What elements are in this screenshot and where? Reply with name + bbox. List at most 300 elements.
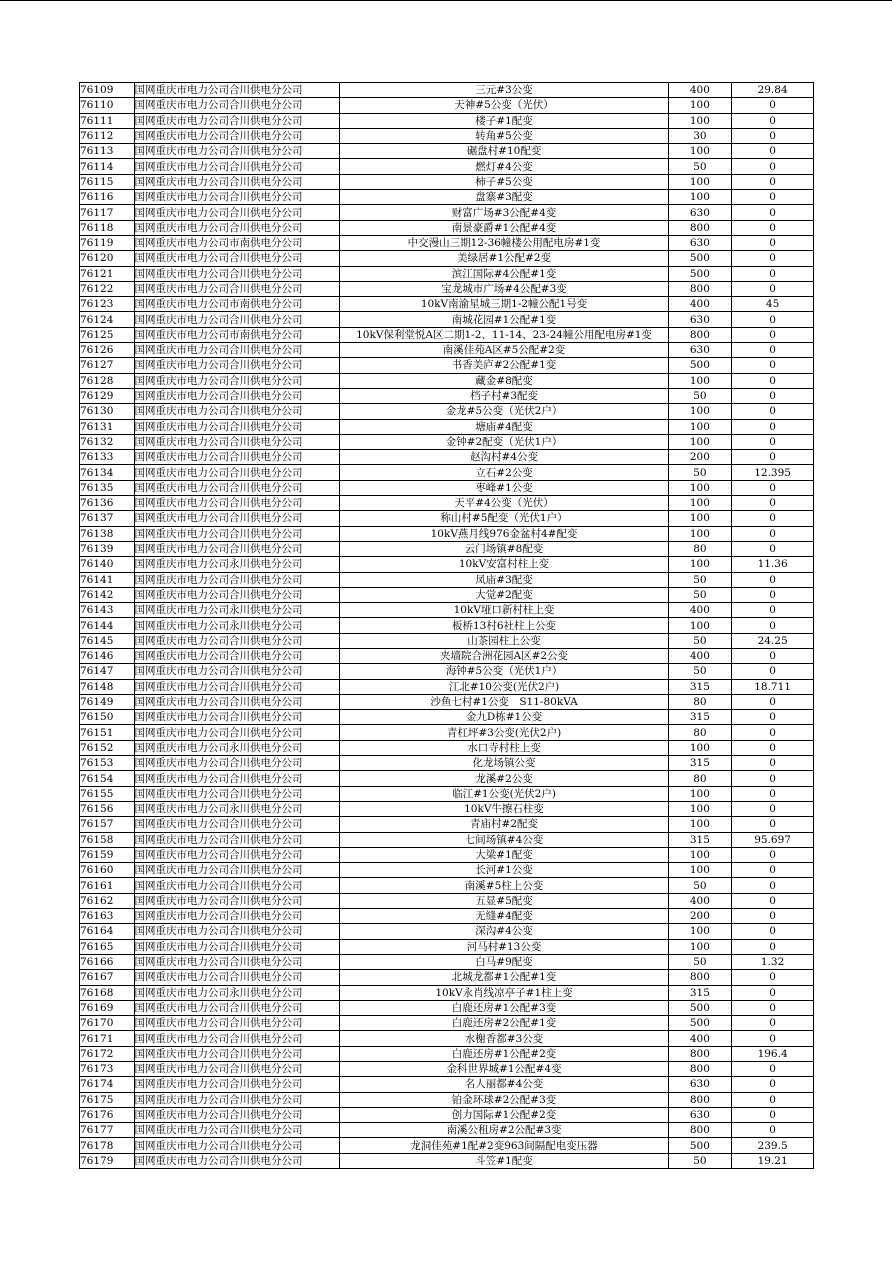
table-row: [80, 83, 814, 98]
capacity-cell: 100: [668, 480, 732, 495]
org-cell: 国网重庆市电力公司合川供电分公司: [134, 526, 340, 541]
value-cell: 0: [732, 648, 814, 663]
transformer-name-cell: 档子村#3配变: [340, 388, 668, 403]
table-row: [80, 985, 814, 1000]
row-id-cell: 76166: [80, 954, 135, 969]
transformer-name-cell: 五显#5配变: [340, 893, 668, 908]
org-cell: 国网重庆市电力公司合川供电分公司: [134, 404, 340, 419]
table-row: [80, 266, 814, 281]
capacity-cell: 630: [668, 1077, 732, 1092]
table-row: [80, 1138, 814, 1153]
value-cell: 0: [732, 878, 814, 893]
value-cell: 0: [732, 694, 814, 709]
transformer-name-cell: 云门场镇#8配变: [340, 541, 668, 556]
table-row: [80, 1092, 814, 1107]
table-row: [80, 954, 814, 969]
capacity-cell: 100: [668, 924, 732, 939]
row-id-cell: 76129: [80, 388, 135, 403]
org-cell: 国网重庆市电力公司合川供电分公司: [134, 83, 340, 98]
table-row: [80, 235, 814, 250]
table-row: [80, 312, 814, 327]
row-id-cell: 76125: [80, 327, 135, 342]
org-cell: 国网重庆市电力公司市南供电分公司: [134, 235, 340, 250]
transformer-name-cell: 海钟#5公变（光伏1户）: [340, 664, 668, 679]
capacity-cell: 100: [668, 434, 732, 449]
transformer-name-cell: 长河#1公变: [340, 863, 668, 878]
transformer-name-cell: 美绿居#1公配#2变: [340, 251, 668, 266]
capacity-cell: 80: [668, 725, 732, 740]
transformer-name-cell: 枣峰#1公变: [340, 480, 668, 495]
value-cell: 0: [732, 113, 814, 128]
row-id-cell: 76139: [80, 541, 135, 556]
org-cell: 国网重庆市电力公司永川供电分公司: [134, 557, 340, 572]
table-row: [80, 756, 814, 771]
value-cell: 0: [732, 480, 814, 495]
capacity-cell: 200: [668, 909, 732, 924]
row-id-cell: 76130: [80, 404, 135, 419]
transformer-name-cell: 燃灯#4公变: [340, 159, 668, 174]
table-row: [80, 832, 814, 847]
transformer-name-cell: 赵沟村#4公变: [340, 450, 668, 465]
row-id-cell: 76175: [80, 1092, 135, 1107]
org-cell: 国网重庆市电力公司合川供电分公司: [134, 190, 340, 205]
transformer-name-cell: 斗笠#1配变: [340, 1153, 668, 1168]
value-cell: 0: [732, 511, 814, 526]
table-row: [80, 694, 814, 709]
table-row: [80, 343, 814, 358]
org-cell: 国网重庆市电力公司合川供电分公司: [134, 771, 340, 786]
transformer-name-cell: 碾盘村#10配变: [340, 144, 668, 159]
value-cell: 0: [732, 541, 814, 556]
org-cell: 国网重庆市电力公司合川供电分公司: [134, 587, 340, 602]
table-row: [80, 1153, 814, 1168]
org-cell: 国网重庆市电力公司合川供电分公司: [134, 1031, 340, 1046]
row-id-cell: 76158: [80, 832, 135, 847]
capacity-cell: 200: [668, 450, 732, 465]
row-id-cell: 76172: [80, 1046, 135, 1061]
value-cell: 0: [732, 235, 814, 250]
capacity-cell: 100: [668, 939, 732, 954]
row-id-cell: 76167: [80, 970, 135, 985]
row-id-cell: 76177: [80, 1123, 135, 1138]
org-cell: 国网重庆市电力公司合川供电分公司: [134, 786, 340, 801]
table-row: [80, 924, 814, 939]
value-cell: 0: [732, 710, 814, 725]
row-id-cell: 76131: [80, 419, 135, 434]
capacity-cell: 50: [668, 572, 732, 587]
transformer-name-cell: 南溪公租房#2公配#3变: [340, 1123, 668, 1138]
transformer-name-cell: 七间场镇#4公变: [340, 832, 668, 847]
row-id-cell: 76117: [80, 205, 135, 220]
table-row: [80, 878, 814, 893]
value-cell: 0: [732, 909, 814, 924]
table-row: [80, 1077, 814, 1092]
row-id-cell: 76136: [80, 496, 135, 511]
row-id-cell: 76124: [80, 312, 135, 327]
value-cell: 0: [732, 496, 814, 511]
transformer-name-cell: 10kV保利堂悦A区二期1-2、11-14、23-24幢公用配电房#1变: [340, 327, 668, 342]
transformer-name-cell: 临江#1公变(光伏2户): [340, 786, 668, 801]
capacity-cell: 500: [668, 1016, 732, 1031]
org-cell: 国网重庆市电力公司永川供电分公司: [134, 618, 340, 633]
transformer-name-cell: 天神#5公变（光伏）: [340, 98, 668, 113]
value-cell: 0: [732, 664, 814, 679]
transformer-name-cell: 金钟#2配变（光伏1户）: [340, 434, 668, 449]
table-row: [80, 450, 814, 465]
org-cell: 国网重庆市电力公司合川供电分公司: [134, 205, 340, 220]
value-cell: 0: [732, 771, 814, 786]
transformer-name-cell: 10kV垭口新村柱上变: [340, 603, 668, 618]
transformer-name-cell: 南溪佳苑A区#5公配#2变: [340, 343, 668, 358]
row-id-cell: 76142: [80, 587, 135, 602]
value-cell: 0: [732, 756, 814, 771]
capacity-cell: 100: [668, 419, 732, 434]
capacity-cell: 400: [668, 83, 732, 98]
capacity-cell: 50: [668, 388, 732, 403]
row-id-cell: 76126: [80, 343, 135, 358]
table-row: [80, 1000, 814, 1015]
row-id-cell: 76120: [80, 251, 135, 266]
org-cell: 国网重庆市电力公司永川供电分公司: [134, 801, 340, 816]
capacity-cell: 800: [668, 1092, 732, 1107]
transformer-name-cell: 水榭香都#3公变: [340, 1031, 668, 1046]
transformer-name-cell: 藏金#8配变: [340, 373, 668, 388]
table-row: [80, 404, 814, 419]
value-cell: 0: [732, 725, 814, 740]
value-cell: 0: [732, 801, 814, 816]
transformer-name-cell: 白马#9配变: [340, 954, 668, 969]
transformer-name-cell: 白鹿还房#1公配#3变: [340, 1000, 668, 1015]
transformer-name-cell: 北城龙都#1公配#1变: [340, 970, 668, 985]
transformer-name-cell: 盘寨#3配变: [340, 190, 668, 205]
org-cell: 国网重庆市电力公司合川供电分公司: [134, 174, 340, 189]
table-row: [80, 251, 814, 266]
value-cell: 0: [732, 343, 814, 358]
transformer-name-cell: 10kV燕月线976金盆村4#配变: [340, 526, 668, 541]
transformer-name-cell: 塘庙#4配变: [340, 419, 668, 434]
row-id-cell: 76144: [80, 618, 135, 633]
transformer-name-cell: 铂金环球#2公配#3变: [340, 1092, 668, 1107]
capacity-cell: 400: [668, 1031, 732, 1046]
value-cell: 0: [732, 251, 814, 266]
value-cell: 0: [732, 190, 814, 205]
value-cell: 18.711: [732, 679, 814, 694]
org-cell: 国网重庆市电力公司合川供电分公司: [134, 679, 340, 694]
transformer-name-cell: 山茶园柱上公变: [340, 633, 668, 648]
org-cell: 国网重庆市电力公司合川供电分公司: [134, 863, 340, 878]
row-id-cell: 76114: [80, 159, 135, 174]
capacity-cell: 800: [668, 220, 732, 235]
row-id-cell: 76156: [80, 801, 135, 816]
org-cell: 国网重庆市电力公司合川供电分公司: [134, 648, 340, 663]
row-id-cell: 76151: [80, 725, 135, 740]
org-cell: 国网重庆市电力公司永川供电分公司: [134, 603, 340, 618]
value-cell: 0: [732, 924, 814, 939]
value-cell: 0: [732, 144, 814, 159]
capacity-cell: 100: [668, 526, 732, 541]
org-cell: 国网重庆市电力公司合川供电分公司: [134, 893, 340, 908]
transformer-name-cell: 10kV南渝星城三期1-2幢公配1号变: [340, 297, 668, 312]
table-row: [80, 174, 814, 189]
transformer-name-cell: 宝龙城市广场#4公配#3变: [340, 281, 668, 296]
row-id-cell: 76164: [80, 924, 135, 939]
value-cell: 196.4: [732, 1046, 814, 1061]
org-cell: 国网重庆市电力公司合川供电分公司: [134, 847, 340, 862]
row-id-cell: 76161: [80, 878, 135, 893]
transformer-name-cell: 青庙村#2配变: [340, 817, 668, 832]
transformer-name-cell: 转角#5公变: [340, 128, 668, 143]
row-id-cell: 76134: [80, 465, 135, 480]
table-row: [80, 205, 814, 220]
value-cell: 0: [732, 572, 814, 587]
capacity-cell: 50: [668, 1153, 732, 1168]
capacity-cell: 30: [668, 128, 732, 143]
transformer-name-cell: 天平#4公变（光伏）: [340, 496, 668, 511]
value-cell: 0: [732, 587, 814, 602]
transformer-name-cell: 滨江国际#4公配#1变: [340, 266, 668, 281]
org-cell: 国网重庆市电力公司合川供电分公司: [134, 358, 340, 373]
value-cell: 0: [732, 1000, 814, 1015]
value-cell: 0: [732, 1092, 814, 1107]
table-row: [80, 893, 814, 908]
transformer-name-cell: 称山村#5配变（光伏1户）: [340, 511, 668, 526]
table-row: [80, 465, 814, 480]
value-cell: 0: [732, 419, 814, 434]
table-row: [80, 664, 814, 679]
value-cell: 0: [732, 434, 814, 449]
table-row: [80, 419, 814, 434]
capacity-cell: 500: [668, 1000, 732, 1015]
row-id-cell: 76110: [80, 98, 135, 113]
table-row: [80, 679, 814, 694]
data-table: [79, 82, 814, 1169]
capacity-cell: 50: [668, 664, 732, 679]
row-id-cell: 76140: [80, 557, 135, 572]
value-cell: 0: [732, 205, 814, 220]
org-cell: 国网重庆市电力公司合川供电分公司: [134, 480, 340, 495]
org-cell: 国网重庆市电力公司合川供电分公司: [134, 373, 340, 388]
table-row: [80, 909, 814, 924]
row-id-cell: 76150: [80, 710, 135, 725]
capacity-cell: 50: [668, 159, 732, 174]
table-row: [80, 970, 814, 985]
transformer-name-cell: 夹墙院合洲花园A区#2公变: [340, 648, 668, 663]
capacity-cell: 500: [668, 266, 732, 281]
capacity-cell: 500: [668, 1138, 732, 1153]
capacity-cell: 100: [668, 847, 732, 862]
capacity-cell: 100: [668, 98, 732, 113]
table-row: [80, 557, 814, 572]
org-cell: 国网重庆市电力公司合川供电分公司: [134, 450, 340, 465]
capacity-cell: 630: [668, 1107, 732, 1122]
capacity-cell: 100: [668, 404, 732, 419]
transformer-name-cell: 南溪#5柱上公变: [340, 878, 668, 893]
transformer-name-cell: 南景豪爵#1公配#4变: [340, 220, 668, 235]
capacity-cell: 100: [668, 740, 732, 755]
org-cell: 国网重庆市电力公司合川供电分公司: [134, 710, 340, 725]
row-id-cell: 76165: [80, 939, 135, 954]
capacity-cell: 800: [668, 1062, 732, 1077]
capacity-cell: 315: [668, 985, 732, 1000]
table-row: [80, 1062, 814, 1077]
value-cell: 0: [732, 98, 814, 113]
capacity-cell: 80: [668, 694, 732, 709]
capacity-cell: 100: [668, 190, 732, 205]
capacity-cell: 100: [668, 557, 732, 572]
transformer-name-cell: 名人丽都#4公变: [340, 1077, 668, 1092]
transformer-name-cell: 10kV安富村柱上变: [340, 557, 668, 572]
transformer-name-cell: 三元#3公变: [340, 83, 668, 98]
table-row: [80, 618, 814, 633]
org-cell: 国网重庆市电力公司合川供电分公司: [134, 1123, 340, 1138]
org-cell: 国网重庆市电力公司合川供电分公司: [134, 98, 340, 113]
org-cell: 国网重庆市电力公司合川供电分公司: [134, 144, 340, 159]
row-id-cell: 76149: [80, 694, 135, 709]
capacity-cell: 100: [668, 863, 732, 878]
transformer-name-cell: 财富广场#3公配#4变: [340, 205, 668, 220]
transformer-name-cell: 沙鱼七村#1公变 S11-80kVA: [340, 694, 668, 709]
value-cell: 0: [732, 786, 814, 801]
org-cell: 国网重庆市电力公司合川供电分公司: [134, 312, 340, 327]
value-cell: 0: [732, 1062, 814, 1077]
org-cell: 国网重庆市电力公司合川供电分公司: [134, 343, 340, 358]
transformer-name-cell: 水口寺村柱上变: [340, 740, 668, 755]
table-row: [80, 603, 814, 618]
table-row: [80, 159, 814, 174]
org-cell: 国网重庆市电力公司市南供电分公司: [134, 327, 340, 342]
row-id-cell: 76153: [80, 756, 135, 771]
org-cell: 国网重庆市电力公司合川供电分公司: [134, 939, 340, 954]
capacity-cell: 800: [668, 327, 732, 342]
value-cell: 0: [732, 939, 814, 954]
org-cell: 国网重庆市电力公司永川供电分公司: [134, 985, 340, 1000]
transformer-name-cell: 楼子#1配变: [340, 113, 668, 128]
row-id-cell: 76111: [80, 113, 135, 128]
org-cell: 国网重庆市电力公司合川供电分公司: [134, 220, 340, 235]
org-cell: 国网重庆市电力公司合川供电分公司: [134, 1107, 340, 1122]
capacity-cell: 100: [668, 511, 732, 526]
row-id-cell: 76159: [80, 847, 135, 862]
org-cell: 国网重庆市电力公司合川供电分公司: [134, 909, 340, 924]
table-row: [80, 801, 814, 816]
row-id-cell: 76141: [80, 572, 135, 587]
org-cell: 国网重庆市电力公司市南供电分公司: [134, 297, 340, 312]
transformer-name-cell: 无缝#4配变: [340, 909, 668, 924]
table-row: [80, 1123, 814, 1138]
table-row: [80, 98, 814, 113]
row-id-cell: 76119: [80, 235, 135, 250]
capacity-cell: 630: [668, 235, 732, 250]
transformer-name-cell: 凤庙#3配变: [340, 572, 668, 587]
value-cell: 0: [732, 174, 814, 189]
org-cell: 国网重庆市电力公司合川供电分公司: [134, 1046, 340, 1061]
capacity-cell: 315: [668, 832, 732, 847]
value-cell: 24.25: [732, 633, 814, 648]
row-id-cell: 76170: [80, 1016, 135, 1031]
org-cell: 国网重庆市电力公司合川供电分公司: [134, 496, 340, 511]
org-cell: 国网重庆市电力公司永川供电分公司: [134, 740, 340, 755]
transformer-name-cell: 深沟#4公变: [340, 924, 668, 939]
org-cell: 国网重庆市电力公司合川供电分公司: [134, 465, 340, 480]
table-row: [80, 496, 814, 511]
row-id-cell: 76122: [80, 281, 135, 296]
value-cell: 0: [732, 312, 814, 327]
transformer-name-cell: 柿子#5公变: [340, 174, 668, 189]
table-row: [80, 358, 814, 373]
capacity-cell: 315: [668, 710, 732, 725]
table-row: [80, 220, 814, 235]
table-row: [80, 281, 814, 296]
capacity-cell: 800: [668, 1123, 732, 1138]
row-id-cell: 76155: [80, 786, 135, 801]
transformer-name-cell: 中交漫山三期12-36幢楼公用配电房#1变: [340, 235, 668, 250]
table-row: [80, 572, 814, 587]
capacity-cell: 100: [668, 144, 732, 159]
row-id-cell: 76121: [80, 266, 135, 281]
org-cell: 国网重庆市电力公司合川供电分公司: [134, 1062, 340, 1077]
row-id-cell: 76133: [80, 450, 135, 465]
transformer-name-cell: 龙洞佳苑#1配#2变963间隔配电变压器: [340, 1138, 668, 1153]
capacity-cell: 80: [668, 771, 732, 786]
transformer-name-cell: 大觉#2配变: [340, 587, 668, 602]
transformer-name-cell: 龙溪#2公变: [340, 771, 668, 786]
capacity-cell: 400: [668, 893, 732, 908]
transformer-name-cell: 书香美庐#2公配#1变: [340, 358, 668, 373]
table-row: [80, 817, 814, 832]
table-row: [80, 327, 814, 342]
capacity-cell: 100: [668, 618, 732, 633]
org-cell: 国网重庆市电力公司合川供电分公司: [134, 1153, 340, 1168]
transformer-name-cell: 10kV牛擦石柱变: [340, 801, 668, 816]
value-cell: 1.32: [732, 954, 814, 969]
table-row: [80, 786, 814, 801]
value-cell: 0: [732, 1077, 814, 1092]
table-row: [80, 144, 814, 159]
org-cell: 国网重庆市电力公司合川供电分公司: [134, 541, 340, 556]
value-cell: 0: [732, 740, 814, 755]
org-cell: 国网重庆市电力公司合川供电分公司: [134, 511, 340, 526]
transformer-name-cell: 青杠坪#3公变(光伏2户): [340, 725, 668, 740]
row-id-cell: 76174: [80, 1077, 135, 1092]
org-cell: 国网重庆市电力公司合川供电分公司: [134, 1016, 340, 1031]
table-row: [80, 190, 814, 205]
row-id-cell: 76147: [80, 664, 135, 679]
value-cell: 0: [732, 220, 814, 235]
row-id-cell: 76143: [80, 603, 135, 618]
value-cell: 0: [732, 618, 814, 633]
row-id-cell: 76113: [80, 144, 135, 159]
value-cell: 0: [732, 358, 814, 373]
capacity-cell: 315: [668, 756, 732, 771]
value-cell: 0: [732, 817, 814, 832]
row-id-cell: 76162: [80, 893, 135, 908]
capacity-cell: 400: [668, 603, 732, 618]
row-id-cell: 76128: [80, 373, 135, 388]
transformer-name-cell: 白鹿还房#1公配#2变: [340, 1046, 668, 1061]
table-row: [80, 587, 814, 602]
transformer-name-cell: 金龙#5公变（光伏2户）: [340, 404, 668, 419]
org-cell: 国网重庆市电力公司合川供电分公司: [134, 434, 340, 449]
table-row: [80, 480, 814, 495]
value-cell: 239.5: [732, 1138, 814, 1153]
value-cell: 0: [732, 970, 814, 985]
org-cell: 国网重庆市电力公司合川供电分公司: [134, 1000, 340, 1015]
transformer-name-cell: 白鹿还房#2公配#1变: [340, 1016, 668, 1031]
transformer-name-cell: 大梁#1配变: [340, 847, 668, 862]
table-row: [80, 388, 814, 403]
org-cell: 国网重庆市电力公司合川供电分公司: [134, 664, 340, 679]
value-cell: 0: [732, 450, 814, 465]
